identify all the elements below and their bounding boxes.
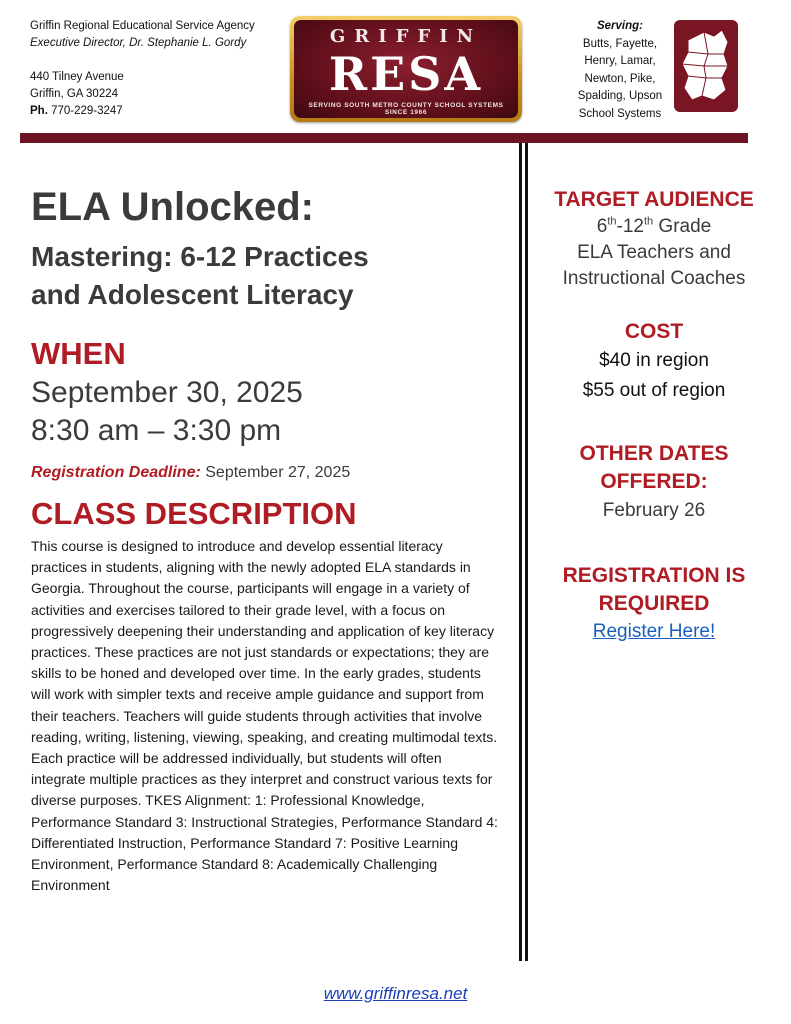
serving-line: Newton, Pike, <box>584 72 656 85</box>
grade-mid: -12 <box>616 216 644 237</box>
phone-number: 770-229-3247 <box>47 105 123 117</box>
other-dates-heading-line-2: OFFERED: <box>600 470 708 493</box>
grade-end-sup: th <box>643 215 654 228</box>
agency-contact-block <box>30 18 280 120</box>
registration-required-heading <box>543 562 765 618</box>
target-audience-grade <box>543 214 765 240</box>
event-time: 8:30 am – 3:30 pm <box>31 414 282 447</box>
column-divider <box>525 143 528 961</box>
logo-tagline <box>294 102 518 116</box>
when-heading: WHEN <box>31 336 126 371</box>
registration-heading-line-1: REGISTRATION IS <box>562 564 746 587</box>
class-description-heading: CLASS DESCRIPTION <box>31 496 357 531</box>
registration-deadline-date: September 27, 2025 <box>200 464 351 481</box>
target-audience-heading: TARGET AUDIENCE <box>554 188 754 211</box>
logo-top-text: GRIFFIN <box>329 26 483 47</box>
class-description-text: This course is designed to introduce and develop essential literacy practices in students, aligning with the newly adopted ELA standards in Georgia. Throughout the course, participants will engage in a variety of activities and exercises tailored to their grade level, with a focus on progressively deepening their understanding and application of key literacy practices. These practices are not just standards or expectations; they are skills to be honed and developed over time. In the early grades, students will work with simpler texts and receive ample guidance and support from their teachers. Teachers will guide students through activities that involve reading, writing, listening, viewing, speaking, and creating multimodal texts. Each practice will be addressed individually, but students will often integrate multiple practices as they interpret and construct various texts for diverse purposes. TKES Alignment: 1: Professional Knowledge, Performance Standard 3: Instructional Strategies, Performance Standard 4: Differentiated Instruction, Performance Standard 7: Positive Learning Environment, Performance Standard 8: Academically Challenging Environment <box>31 538 498 894</box>
page-subtitle <box>31 238 501 314</box>
website-link[interactable]: www.griffinresa.net <box>323 984 468 1003</box>
target-audience-line-3: Instructional Coaches <box>562 268 746 289</box>
cost-out-region: $55 out of region <box>582 380 726 401</box>
page-title: ELA Unlocked: <box>31 185 314 229</box>
header-divider <box>20 133 748 143</box>
logo-tagline-text: SERVING SOUTH METRO COUNTY SCHOOL SYSTEMS <box>308 102 504 109</box>
grade-start: 6 <box>596 216 608 237</box>
target-audience-line-2: ELA Teachers and <box>577 242 731 263</box>
grade-word: Grade <box>653 216 712 237</box>
serving-line: Henry, Lamar, <box>584 55 656 67</box>
phone-line <box>30 103 280 120</box>
event-date: September 30, 2025 <box>31 376 303 409</box>
subtitle-line-2: and Adolescent Literacy <box>31 279 354 310</box>
logo-since-text: SINCE 1966 <box>384 109 428 116</box>
serving-label: Serving: <box>596 20 643 32</box>
grade-start-sup: th <box>607 215 617 228</box>
registration-heading-line-2: REQUIRED <box>598 592 710 615</box>
serving-line: School Systems <box>578 107 662 120</box>
cost-in-region: $40 in region <box>599 350 709 371</box>
other-dates-heading <box>543 440 765 496</box>
region-map-icon <box>674 20 738 112</box>
address-line-1: 440 Tilney Avenue <box>30 71 124 83</box>
griffin-resa-logo <box>290 16 522 122</box>
agency-name: Griffin Regional Educational Service Agency <box>30 20 255 32</box>
logo-main-text: RESA <box>328 47 484 101</box>
other-dates-heading-line-1: OTHER DATES <box>579 442 729 465</box>
other-date: February 26 <box>602 500 706 521</box>
serving-line: Spalding, Upson <box>577 90 663 102</box>
serving-block <box>572 18 668 123</box>
phone-label: Ph. <box>30 105 48 117</box>
subtitle-line-1: Mastering: 6-12 Practices <box>31 241 369 272</box>
main-column <box>31 180 501 896</box>
serving-line: Butts, Fayette, <box>582 37 658 50</box>
sidebar <box>543 186 765 646</box>
register-here-link[interactable]: Register Here! <box>592 621 716 642</box>
registration-deadline <box>31 462 501 484</box>
registration-deadline-label: Registration Deadline: <box>31 464 201 481</box>
cost-heading: COST <box>624 320 684 343</box>
address-line-2: Griffin, GA 30224 <box>30 88 119 100</box>
executive-director: Executive Director, Dr. Stephanie L. Gordy <box>30 37 247 49</box>
column-divider <box>519 143 522 961</box>
